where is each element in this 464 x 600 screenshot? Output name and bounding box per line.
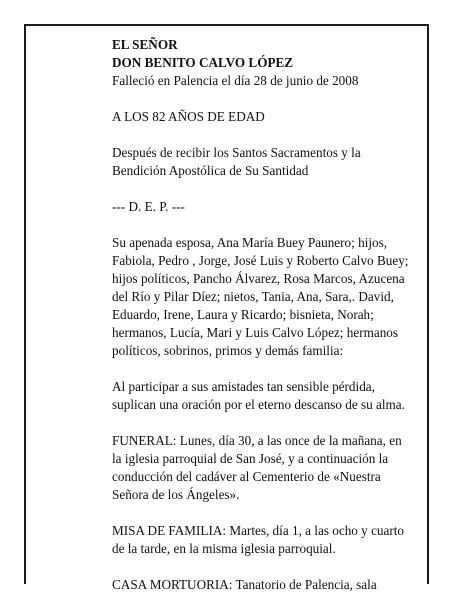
text-line: CASA MORTUORIA: Tanatorio de Palencia, sala (112, 577, 377, 592)
death-notice: Falleció en Palencia el día 28 de junio de 2008 (112, 73, 359, 88)
text-line: Señora de los Ángeles». (112, 487, 240, 502)
funeral-paragraph (112, 432, 417, 504)
text-line: políticos, sobrinos, primos y demás familia: (112, 343, 344, 358)
text-line: Después de recibir los Santos Sacramentos y la (112, 145, 361, 160)
text-line: conducción del cadáver al Cementerio de «Nuestra (112, 469, 381, 484)
text-line: del Río y Pilar Díez; nietos, Tania, Ana, Sara,. David, (112, 289, 394, 304)
dep-line: --- D. E. P. --- (112, 199, 185, 214)
title-line: EL SEÑOR (112, 37, 178, 52)
text-line: hijos políticos, Pancho Álvarez, Rosa Marcos, Azucena (112, 271, 405, 286)
text-line: Fabiola, Pedro , Jorge, José Luis y Roberto Calvo Buey; (112, 253, 409, 268)
text-line: FUNERAL: Lunes, día 30, a las once de la mañana, en (112, 433, 402, 448)
sacraments-paragraph (112, 144, 417, 180)
wake-paragraph (112, 576, 417, 594)
obituary-text (112, 36, 417, 594)
text-line: Al participar a sus amistades tan sensible pérdida, (112, 379, 375, 394)
text-line: hermanos, Lucía, Mari y Luis Calvo López; hermanos (112, 325, 399, 340)
text-line: Bendición Apostólica de Su Santidad (112, 163, 309, 178)
request-paragraph (112, 378, 417, 414)
family-paragraph (112, 234, 417, 360)
text-line: de la tarde, en la misma iglesia parroquial. (112, 541, 336, 556)
text-line: suplican una oración por el eterno descanso de su alma. (112, 397, 405, 412)
age-line: A LOS 82 AÑOS DE EDAD (112, 109, 265, 124)
text-line: MISA DE FAMILIA: Martes, día 1, a las ocho y cuarto (112, 523, 405, 538)
text-line: Eduardo, Irene, Laura y Ricardo; bisnieta, Norah; (112, 307, 374, 322)
text-line: Su apenada esposa, Ana María Buey Paunero; hijos, (112, 235, 388, 250)
text-line: la iglesia parroquial de San José, y a continuación la (112, 451, 389, 466)
family-mass-paragraph (112, 522, 417, 558)
deceased-name: DON BENITO CALVO LÓPEZ (112, 55, 294, 70)
